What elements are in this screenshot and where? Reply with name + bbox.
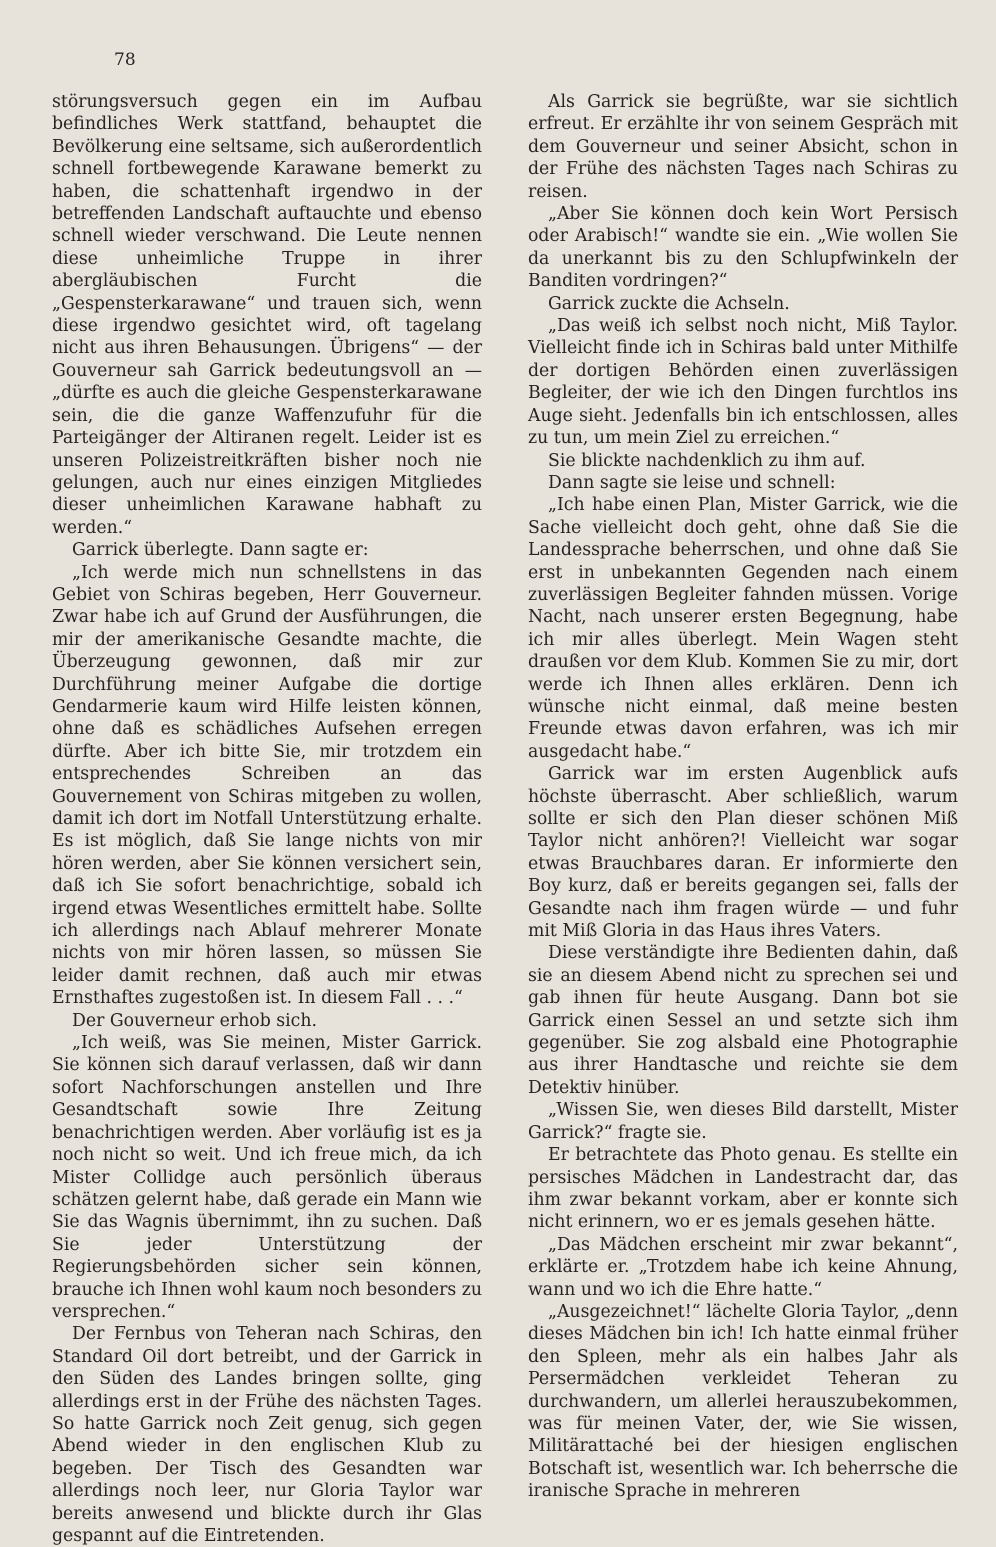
paragraph: Garrick überlegte. Dann sagte er: <box>72 540 369 561</box>
paragraph: „Das Mädchen erscheint mir zwar bekannt“, erklärte er. „Trotzdem habe ich keine Ahnung, wann und wo ich die Ehre hatte.“ <box>528 1234 958 1300</box>
paragraph: Der Gouverneur erhob sich. <box>72 1010 317 1031</box>
paragraph: Als Garrick sie begrüßte, war sie sichtlich erfreut. Er erzählte ihr von seinem Gespräch mit dem Gouverneur und seiner Absicht, schon in der Frühe des nächsten Tages nach Schiras zu reisen. <box>528 92 958 202</box>
paragraph: Garrick zuckte die Achseln. <box>548 293 790 314</box>
paragraph: Dann sagte sie leise und schnell: <box>548 472 836 493</box>
paragraph: Diese verständigte ihre Bedienten dahin, daß sie an diesem Abend nicht zu sprechen sei und gab ihnen für heute Ausgang. Dann bot sie Garrick einen Sessel an und setzte sich ihm gegenüber. Sie zog alsbald eine Photographie aus ihrer Handtasche und reichte sie dem Detektiv hinüber. <box>528 943 958 1098</box>
paragraph: „Aber Sie können doch kein Wort Persisch oder Arabisch!“ wandte sie ein. „Wie wollen Sie da unerkannt bis zu den Schlupfwinkeln der Banditen vordringen?“ <box>528 204 958 292</box>
paragraph: „Ich weiß, was Sie meinen, Mister Garrick. Sie können sich darauf verlassen, daß wir dann sofort Nachforschungen anstellen und Ihre Gesandtschaft sowie Ihre Zeitung benachrichtigen werden. Aber vorläufig ist es ja noch nicht so weit. Und ich freue mich, da ich Mister Collidge auch persönlich überaus schätzen gelernt habe, daß gerade ein Mann wie Sie das Wagnis übernimmt, ihn zu suchen. Daß Sie jeder Unterstützung der Regierungsbehörden sicher sein können, brauche ich Ihnen wohl kaum noch besonders zu versprechen.“ <box>52 1033 482 1322</box>
paragraph: „Wissen Sie, wen dieses Bild darstellt, Mister Garrick?“ fragte sie. <box>528 1100 958 1143</box>
paragraph: Garrick war im ersten Augenblick aufs höchste überrascht. Aber schließlich, warum sollte er sich den Plan dieser schönen Miß Taylor nicht anhören?! Vielleicht war sogar etwas Brauchbares daran. Er informierte den Boy kurz, daß er bereits gegangen sei, falls der Gesandte nach ihm fragen würde — und fuhr mit Miß Gloria in das Haus ihres Vaters. <box>528 764 958 942</box>
left-column <box>52 91 482 1547</box>
paragraph: „Ich habe einen Plan, Mister Garrick, wie die Sache vielleicht doch geht, ohne daß Sie die Landessprache beherrschen, und ohne daß Sie erst in unbekannten Gegenden nach einem zuverlässigen Begleiter fahnden müssen. Vorige Nacht, nach unserer ersten Begegnung, habe ich mir alles überlegt. Mein Wagen steht draußen vor dem Klub. Kommen Sie zu mir, dort werde ich Ihnen alles erklären. Denn ich wünsche nicht einmal, daß meine besten Freunde etwas davon erfahren, was ich mir ausgedacht habe.“ <box>528 495 958 762</box>
paragraph: Der Fernbus von Teheran nach Schiras, den Standard Oil dort betreibt, und der Garrick in den Süden des Landes bringen sollte, ging allerdings erst in der Frühe des nächsten Tages. So hatte Garrick noch Zeit genug, sich gegen Abend wieder in den englischen Klub zu begeben. Der Tisch des Gesandten war allerdings noch leer, nur Gloria Taylor war bereits anwesend und blickte durch ihr Glas gespannt auf die Eintretenden. <box>52 1324 482 1546</box>
paragraph: „Ausgezeichnet!“ lächelte Gloria Taylor, „denn dieses Mädchen bin ich! Ich hatte einmal früher den Spleen, mehr als ein halbes Jahr als Persermädchen verkleidet Teheran zu durchwandern, um allerlei herauszubekommen, was für meinen Vater, der, wie Sie wissen, Militärattaché bei der hiesigen englischen Botschaft ist, wesentlich war. Ich beherrsche die iranische Sprache in mehreren <box>528 1301 958 1502</box>
paragraph: „Ich werde mich nun schnellstens in das Gebiet von Schiras begeben, Herr Gouverneur. Zwar habe ich auf Grund der Ausführungen, die mir der amerikanische Gesandte machte, die Überzeugung gewonnen, daß mir zur Durchführung meiner Aufgabe die dortige Gendarmerie kaum wird Hilfe leisten können, ohne daß es schädliches Aufsehen erregen dürfte. Aber ich bitte Sie, mir trotzdem ein entsprechendes Schreiben an das Gouvernement von Schiras mitgeben zu wollen, damit ich dort im Notfall Unterstützung erhalte. Es ist möglich, daß Sie lange nichts von mir hören werden, aber Sie können versichert sein, daß ich Sie sofort benachrichtige, sobald ich irgend etwas Wesentliches ermittelt habe. Sollte ich allerdings nach Ablauf mehrerer Monate nichts von mir hören lassen, so müssen Sie leider damit rechnen, daß auch mir etwas Ernsthaftes zugestoßen ist. In diesem Fall . . .“ <box>52 562 482 1009</box>
paragraph: „Das weiß ich selbst noch nicht, Miß Taylor. Vielleicht finde ich in Schiras bald unter Mithilfe der dortigen Behörden einen zuverlässigen Begleiter, der wie ich den Dingen furchtlos ins Auge sieht. Jedenfalls bin ich entschlossen, alles zu tun, um mein Ziel zu erreichen.“ <box>528 316 958 449</box>
paragraph: Sie blickte nachdenklich zu ihm auf. <box>548 450 866 471</box>
paragraph: störungsversuch gegen ein im Aufbau befindliches Werk stattfand, behauptet die Bevölkerung eine seltsame, sich außerordentlich schnell fortbewegende Karawane bemerkt zu haben, die schattenhaft irgendwo in der betreffenden Landschaft auftauchte und ebenso schnell wieder verschwand. Die Leute nennen diese unheimliche Truppe in ihrer abergläubischen Furcht die „Gespensterkarawane“ und trauen sich, wenn diese irgendwo gesichtet wird, oft tagelang nicht aus ihren Behausungen. Übrigens“ — der Gouverneur sah Garrick bedeutungsvoll an — „dürfte es auch die gleiche Gespensterkarawane sein, die die ganze Waffenzufuhr für die Parteigänger der Altiranen regelt. Leider ist es unseren Polizeistreitkräften bisher noch nie gelungen, auch nur eines einzigen Mitgliedes dieser unheimlichen Karawane habhaft zu werden.“ <box>52 92 482 538</box>
paragraph: Er betrachtete das Photo genau. Es stellte ein persisches Mädchen in Landestracht dar, das ihm zwar bekannt vorkam, aber er konnte sich nicht erinnern, wo er es jemals gesehen hätte. <box>528 1145 958 1233</box>
page-number: 78 <box>114 50 136 70</box>
right-column <box>528 91 958 1503</box>
